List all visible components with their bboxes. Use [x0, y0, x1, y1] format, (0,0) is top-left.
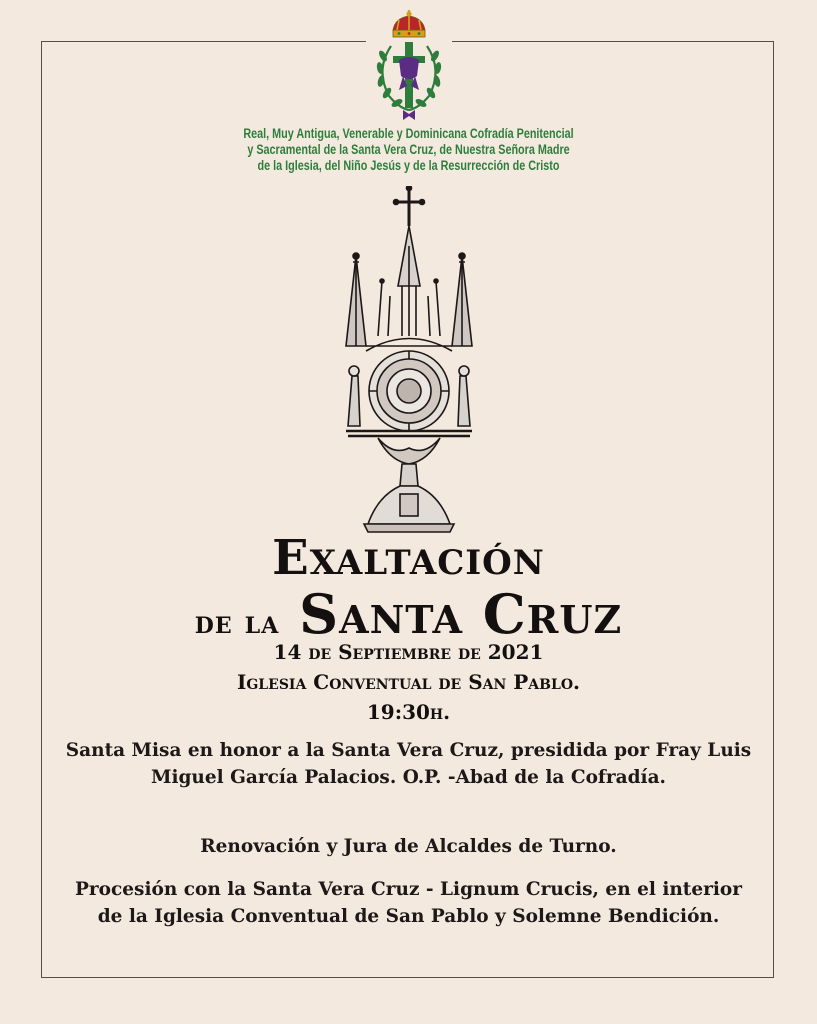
program-item-oath: Renovación y Jura de Alcaldes de Turno.: [200, 836, 617, 857]
brotherhood-line: de la Iglesia, del Niño Jesús y de la Resurrección de Cristo: [257, 158, 560, 173]
event-title-main: Santa Cruz: [299, 582, 623, 646]
event-date: 14 de Septiembre de 2021: [273, 640, 544, 664]
program-item-mass: Santa Misa en honor a la Santa Vera Cruz, presidida por Fray Luis Miguel García Palacios. O.P. -Abad de la Cofradía.: [65, 740, 752, 788]
event-time: 19:30h.: [366, 700, 451, 724]
brotherhood-name: [210, 126, 608, 174]
program-item-procession: Procesión con la Santa Vera Cruz - Lignum Crucis, en el interior de la Iglesia Conventual de San Pablo y Solemne Bendición.: [75, 879, 742, 927]
event-title-line1: Exaltación: [272, 530, 545, 586]
event-venue: Iglesia Conventual de San Pablo.: [237, 670, 580, 694]
monstrance-reliquary-icon: [338, 186, 480, 534]
brotherhood-line: Real, Muy Antigua, Venerable y Dominicana Cofradía Penitencial: [243, 126, 574, 141]
event-title-prefix: de la: [194, 603, 280, 641]
royal-crown-laurel-cross-crest-icon: [371, 10, 447, 122]
brotherhood-line: y Sacramental de la Santa Vera Cruz, de Nuestra Señora Madre: [247, 142, 570, 157]
